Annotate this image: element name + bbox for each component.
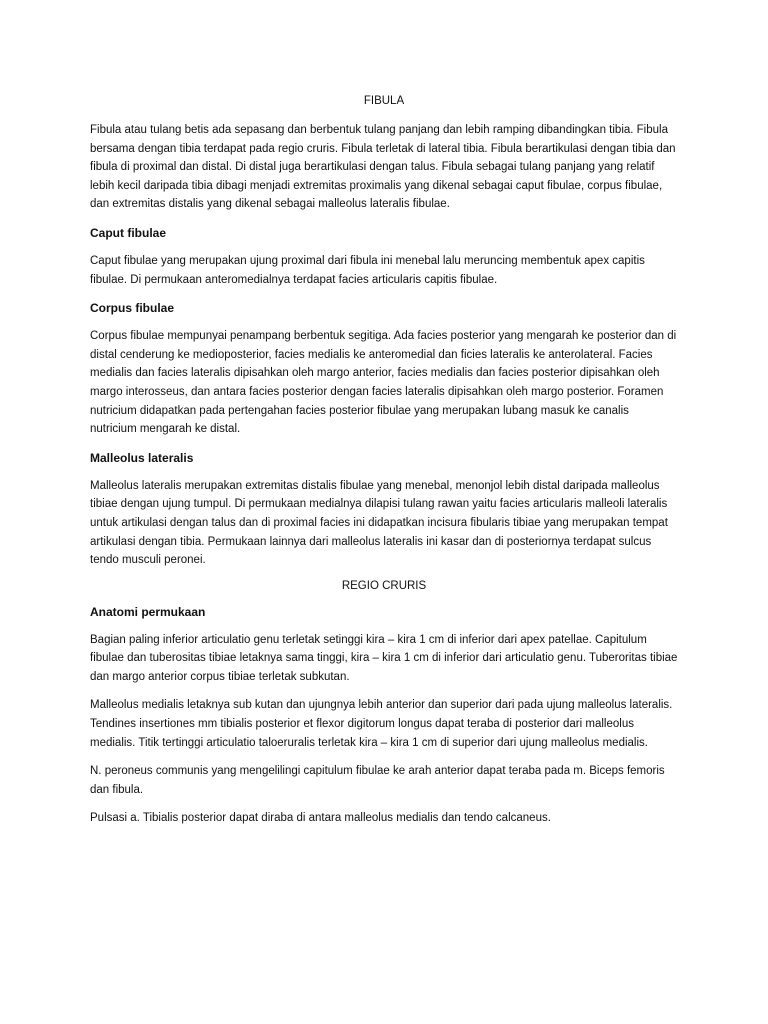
document-title: FIBULA (363, 95, 405, 107)
anatomi-paragraph: Pulsasi a. Tibialis posterior dapat diraba di antara malleolus medialis dan tendo calcaneus. (90, 812, 551, 825)
section-heading-corpus-fibulae: Corpus fibulae (90, 301, 175, 316)
intro-paragraph: Fibula atau tulang betis ada sepasang dan berbentuk tulang panjang dan lebih ramping dibandingkan tibia. Fibula bersama dengan tibia terdapat pada regio cruris. Fibula terletak di lateral tibia. Fibula berartikulasi dengan tibia dan fibula di proximal dan distal. Di distal juga berartikulasi dengan talus. Fibula sebagai tulang panjang yang relatif lebih kecil daripada tibia dibagi menjadi extremitas proximalis yang dikenal sebagai caput fibulae, corpus fibulae, dan extremitas distalis yang dikenal sebagai malleolus lateralis fibulae. (90, 124, 676, 211)
section-heading-malleolus-lateralis: Malleolus lateralis (90, 450, 194, 465)
section-heading-anatomi-permukaan: Anatomi permukaan (90, 604, 206, 619)
anatomi-paragraph: Malleolus medialis letaknya sub kutan dan ujungnya lebih anterior dan superior dari pada ujung malleolus lateralis. Tendines insertiones mm tibialis posterior et flexor digitorum longus dapat teraba di posterior dari malleolus medialis. Titik tertinggi articulatio taloeruralis terletak kira – kira 1 cm di superior dari ujung malleolus medialis. (90, 699, 673, 749)
section-paragraph-corpus-fibulae: Corpus fibulae mempunyai penampang berbentuk segitiga. Ada facies posterior yang mengarah ke posterior dan di distal cenderung ke medioposterior, facies medialis ke anteromedial dan ficies lateralis ke anterolateral. Facies medialis dan facies lateralis dipisahkan oleh margo anterior, facies medialis dan facies posterior dipisahkan oleh margo interosseus, dan antara facies posterior dengan facies lateralis dipisahkan oleh margo posterior. Foramen nutricium didapatkan pada pertengahan facies posterior fibulae yang merupakan lubang masuk ke canalis nutricium mengarah ke distal. (90, 330, 677, 436)
document-subtitle: REGIO CRURIS (341, 579, 427, 592)
section-paragraph-caput-fibulae: Caput fibulae yang merupakan ujung proximal dari fibula ini menebal lalu meruncing membentuk apex capitis fibulae. Di permukaan anteromedialnya terdapat facies articularis capitis fibulae. (90, 254, 645, 286)
section-heading-caput-fibulae: Caput fibulae (90, 225, 167, 240)
anatomi-paragraph: Bagian paling inferior articulatio genu terletak setinggi kira – kira 1 cm di inferior dari apex patellae. Capitulum fibulae dan tuberositas tibiae letaknya sama tinggi, kira – kira 1 cm di inferior dari articulatio genu. Tuberoritas tibiae dan margo anterior corpus tibiae terletak subkutan. (90, 633, 678, 683)
document-content (90, 93, 678, 838)
section-paragraph-malleolus-lateralis: Malleolus lateralis merupakan extremitas distalis fibulae yang menebal, menonjol lebih distal daripada malleolus tibiae dengan ujung tumpul. Di permukaan medialnya dilapisi tulang rawan yaitu facies articularis malleoli lateralis untuk artikulasi dengan talus dan di proximal facies ini didapatkan incisura fibularis tibiae yang merupakan tempat artikulasi dengan tibia. Permukaan lainnya dari malleolus lateralis ini kasar dan di posteriornya terdapat sulcus tendo musculi peronei. (90, 479, 668, 567)
anatomi-paragraph: N. peroneus communis yang mengelilingi capitulum fibulae ke arah anterior dapat teraba pada m. Biceps femoris dan fibula. (90, 765, 665, 796)
